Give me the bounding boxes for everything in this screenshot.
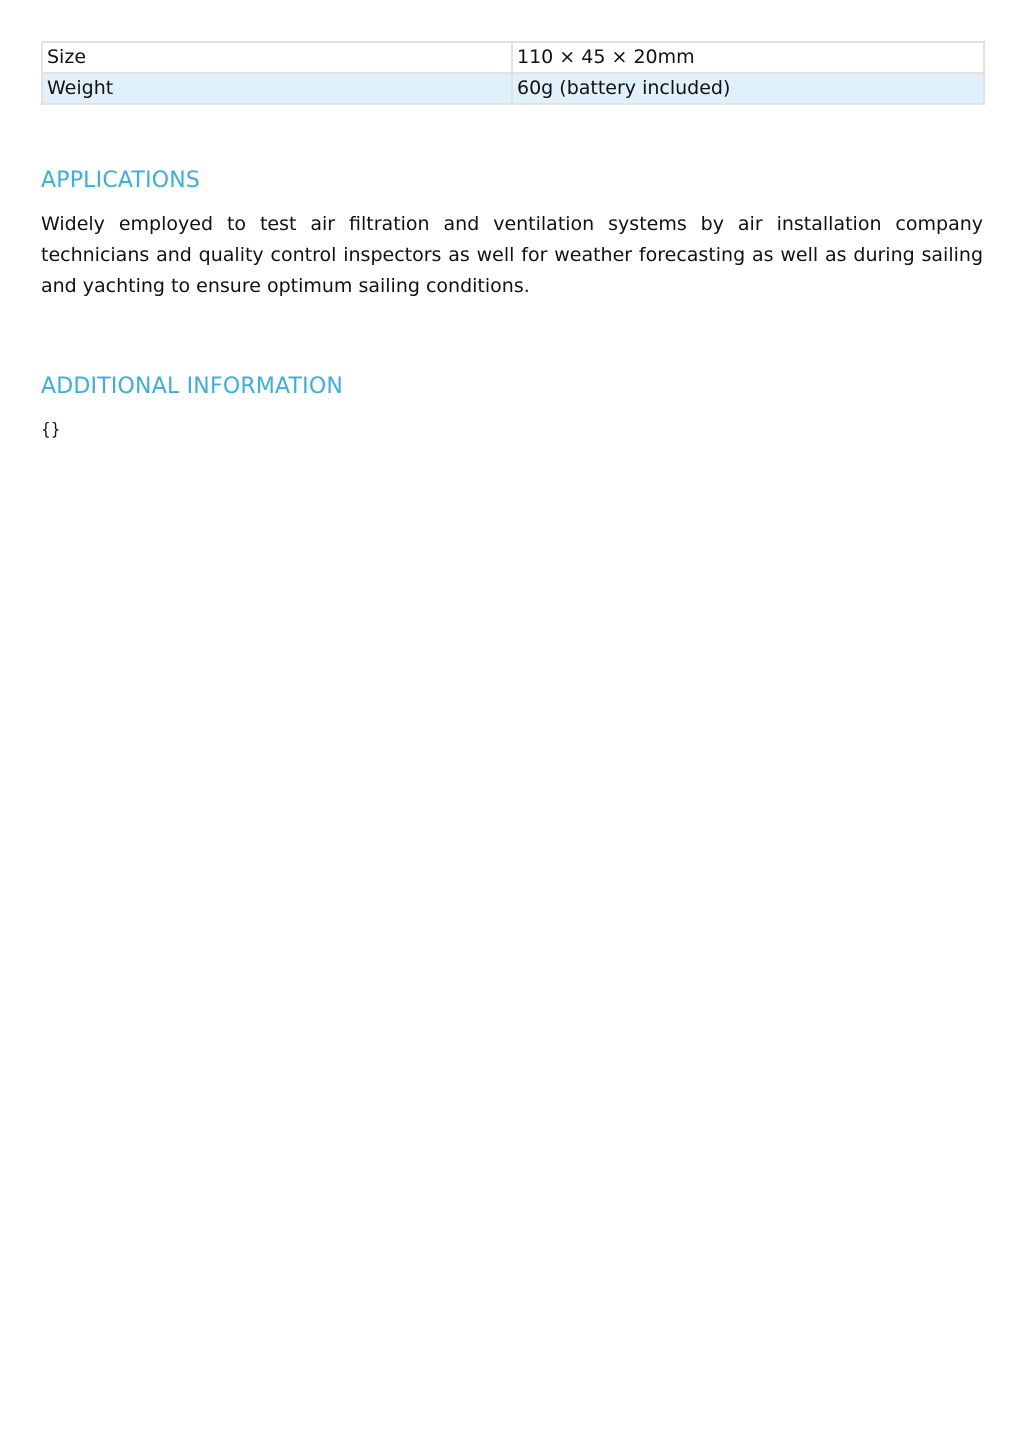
specifications-table: [41, 41, 985, 105]
spec-label-weight: Weight: [42, 73, 512, 104]
additional-information-content: {}: [41, 420, 61, 440]
spec-value-weight: 60g (battery included): [512, 73, 984, 104]
table-row: [42, 73, 984, 104]
applications-heading: APPLICATIONS: [41, 168, 201, 193]
applications-paragraph: Widely employed to test air filtration and ventilation systems by air installation company technicians and quality control inspectors as well for weather forecasting as well as during sailing and yachting to ensure optimum sailing conditions.: [41, 213, 983, 297]
document-page: [41, 41, 983, 440]
spec-value-size: 110 × 45 × 20mm: [512, 42, 984, 73]
spec-label-size: Size: [42, 42, 512, 73]
table-row: [42, 42, 984, 73]
additional-information-heading: ADDITIONAL INFORMATION: [41, 374, 344, 399]
